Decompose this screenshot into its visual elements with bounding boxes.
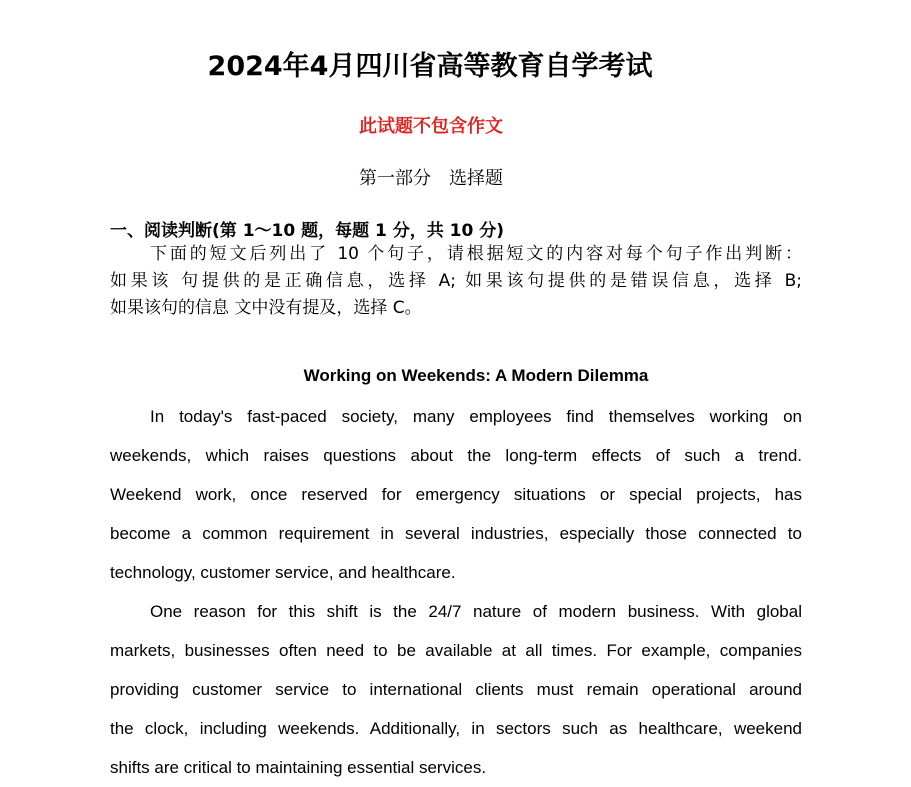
- article-line: technology, customer service, and healthcare.: [110, 563, 456, 582]
- article-body: [110, 397, 802, 787]
- no-essay-notice: 此试题不包含作文: [359, 116, 503, 137]
- article-line: weekends, which raises questions about the long-term effects of such a trend.: [110, 446, 802, 465]
- exam-title: 2024年4月四川省高等教育自学考试: [207, 51, 653, 82]
- article-line: shifts are critical to maintaining essential services.: [110, 758, 487, 777]
- article-line: the clock, including weekends. Additionally, in sectors such as healthcare, weekend: [110, 719, 802, 738]
- instruction-line: 如果该 句提供的是正确信息，选择 A; 如果该句提供的是错误信息，选择 B;: [110, 271, 802, 291]
- section-heading: 一、阅读判断(第 1～10 题，每题 1 分，共 10 分): [110, 221, 505, 241]
- article-line: Weekend work, once reserved for emergency situations or special projects, has: [110, 485, 802, 504]
- part-heading: 第一部分 选择题: [359, 168, 503, 189]
- article-line: One reason for this shift is the 24/7 nature of modern business. With global: [150, 602, 802, 621]
- instruction-line: 下面的短文后列出了 10 个句子，请根据短文的内容对每个句子作出判断：: [150, 244, 802, 264]
- article-line: providing customer service to international clients must remain operational around: [110, 680, 802, 699]
- instructions: [110, 241, 802, 322]
- article-line: In today's fast-paced society, many employees find themselves working on: [150, 407, 802, 426]
- article-line: markets, businesses often need to be available at all times. For example, companies: [110, 641, 802, 660]
- instruction-line: 如果该句的信息 文中没有提及，选择 C。: [110, 298, 422, 318]
- article-title: Working on Weekends: A Modern Dilemma: [303, 366, 649, 385]
- article-line: become a common requirement in several industries, especially those connected to: [110, 524, 802, 543]
